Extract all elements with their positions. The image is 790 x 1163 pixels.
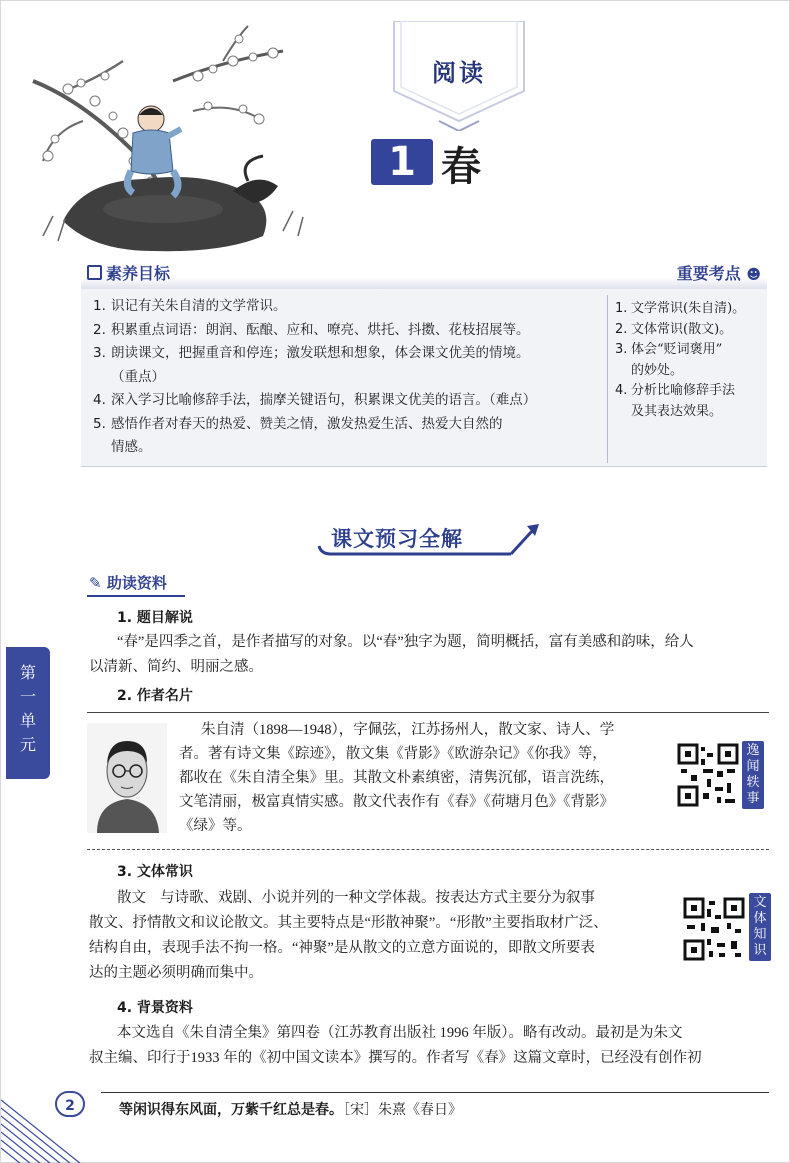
- reading-aid-title: [89, 572, 167, 593]
- keypoint-item: [615, 299, 763, 320]
- keypoint-num: 4.: [615, 383, 628, 398]
- qr-label-char: 轶: [746, 775, 760, 790]
- keypoint-item: [615, 320, 763, 341]
- people-icon: ☻: [746, 267, 761, 283]
- paragraph-line: [117, 886, 677, 911]
- goal-num: 2.: [93, 321, 106, 338]
- qr-code-genre-knowledge[interactable]: [683, 897, 745, 961]
- keypoint-num: 3.: [615, 342, 628, 357]
- goal-num: 1.: [93, 298, 106, 314]
- author-card-bottom-rule: [87, 849, 769, 850]
- author-bio-line: 文笔清丽，极富真情实感。散文代表作有《春》《荷塘月色》《背影》: [179, 794, 614, 810]
- unit-tab-char: 一: [19, 687, 36, 706]
- goals-divider: [607, 295, 608, 463]
- paragraph-line: 结构自由，表现手法不拘一格。“神聚”是从散文的立意方面说的，即散文所要表: [89, 940, 595, 956]
- unit-tab-char: 单: [19, 711, 36, 730]
- qr-label-char: 事: [746, 791, 760, 806]
- keypoint-text: 文学常识(朱自清)。: [631, 301, 746, 316]
- qr-code-anecdotes[interactable]: [677, 743, 739, 807]
- qr-label-char: 识: [753, 943, 767, 958]
- keypoint-num: 2.: [615, 321, 628, 337]
- goals-header: [81, 259, 767, 289]
- goal-text: 识记有关朱自清的文学常识。: [111, 298, 287, 314]
- unit-tab-char: 元: [19, 735, 36, 754]
- subsection-title-2: 2. 作者名片: [117, 688, 193, 704]
- author-bio-line: 《绿》等。: [179, 818, 252, 834]
- paragraph-line: 叔主编、印行于1933 年的《初中国文读本》撰写的。作者写《春》这篇文章时，已经没有创作初: [89, 1050, 702, 1066]
- author-portrait: [87, 723, 167, 833]
- footer-quote: [119, 1099, 462, 1119]
- goals-title-text: 素养目标: [106, 264, 171, 283]
- goal-text: 积累重点词语：朗润、酝酿、应和、嘹亮、烘托、抖擞、花枝招展等。: [111, 321, 530, 338]
- keypoint-item: [615, 381, 763, 402]
- qr-label-anecdotes: [742, 741, 764, 809]
- goals-header-bar: [81, 277, 767, 289]
- goal-text: 感悟作者对春天的热爱、赞美之情，激发热爱生活、热爱大自然的: [111, 415, 503, 432]
- author-bio-line: 都收在《朱自清全集》里。其散文朴素缜密，清隽沉郁，语言洗练，: [179, 770, 614, 786]
- subsection-title-4: 4. 背景资料: [117, 1000, 193, 1016]
- goal-item: [93, 413, 598, 437]
- goals-box: [81, 289, 767, 467]
- goals-book-icon: [87, 265, 102, 280]
- keypoints-title-text: 重要考点: [676, 264, 741, 283]
- goal-item: [93, 342, 598, 366]
- unit-tab-char: 第: [19, 663, 36, 682]
- qr-label-char: 文: [753, 895, 767, 910]
- term-prose: 散文: [117, 890, 146, 906]
- footer-rule: [101, 1092, 769, 1093]
- keypoint-continuation: 的妙处。: [631, 362, 684, 378]
- reading-label: 阅读: [432, 59, 486, 87]
- goals-title: [87, 261, 170, 284]
- page-number: 2: [55, 1091, 85, 1117]
- author-card-top-rule: [87, 712, 769, 713]
- goal-num: 3.: [93, 345, 106, 361]
- qr-label-genre-knowledge: [749, 893, 771, 961]
- qr-label-char: 逸: [746, 743, 760, 758]
- goals-list: [93, 295, 598, 460]
- paragraph-line: 本文选自《朱自清全集》第四卷（江苏教育出版社 1996 年版）。略有改动。最初是为朱文: [117, 1025, 683, 1041]
- qr-label-char: 知: [753, 927, 767, 942]
- qr-label-char: 闻: [746, 759, 760, 774]
- paragraph-line: 达的主题必须明确而集中。: [89, 965, 263, 981]
- reading-aid-underline: [87, 595, 185, 597]
- goal-num: 5.: [93, 415, 106, 432]
- paragraph-line: 以清新、简约、明丽之感。: [89, 659, 263, 675]
- goal-num: 4.: [93, 392, 106, 408]
- illustration-boy-on-ox: [23, 21, 323, 256]
- goal-item: [93, 295, 598, 319]
- goal-continuation: （重点）: [111, 368, 165, 385]
- pencil-note-icon: ✎: [89, 574, 102, 592]
- subsection-title-3: 3. 文体常识: [117, 864, 193, 880]
- footer-quote-text: 等闲识得东风面，万紫千红总是春。: [119, 1102, 343, 1118]
- keypoint-item: [615, 340, 763, 361]
- paragraph-line: 散文、抒情散文和议论散文。其主要特点是“形散神聚”。“形散”主要指取材广泛、: [89, 915, 608, 931]
- unit-side-tab: [6, 647, 50, 779]
- goal-text: 深入学习比喻修辞手法，揣摩关键语句，积累课文优美的语言。（难点）: [111, 392, 537, 408]
- keypoint-text: 分析比喻修辞手法: [631, 383, 736, 398]
- reading-aid-title-text: 助读资料: [106, 574, 167, 592]
- keypoints-title: [677, 261, 761, 284]
- author-bio-line: 朱自清（1898—1948），字佩弦，江苏扬州人，散文家、诗人、学: [201, 722, 615, 738]
- keypoint-continuation: 及其表达效果。: [631, 403, 723, 419]
- keypoints-list: [615, 299, 763, 422]
- goal-item: [93, 389, 598, 413]
- section-title: 课文预习全解: [331, 527, 463, 551]
- goal-text: 朗读课文，把握重音和停连；激发联想和想象，体会课文优美的情境。: [111, 345, 530, 361]
- keypoint-text: 文体常识(散文)。: [631, 321, 733, 337]
- author-bio-line: 者。著有诗文集《踪迹》，散文集《背影》《欧游杂记》《你我》等，: [179, 746, 607, 762]
- paragraph-text: 与诗歌、戏剧、小说并列的一种文学体裁。按表达方式主要分为叙事: [160, 890, 595, 906]
- goal-item: [93, 319, 598, 343]
- keypoint-text: 体会“贬词褒用”: [631, 342, 723, 357]
- footer-quote-source: ［宋］朱熹《春日》: [343, 1102, 462, 1118]
- goal-continuation: 情感。: [111, 439, 152, 455]
- paragraph-line: “春”是四季之首，是作者描写的对象。以“春”独字为题，简明概括，富有美感和韵味，给人: [117, 634, 694, 650]
- subsection-title-1: 1. 题目解说: [117, 610, 193, 626]
- qr-label-char: 体: [753, 911, 767, 926]
- lesson-title: 春: [441, 144, 481, 190]
- lesson-number-badge: 1: [371, 139, 433, 185]
- keypoint-num: 1.: [615, 301, 628, 316]
